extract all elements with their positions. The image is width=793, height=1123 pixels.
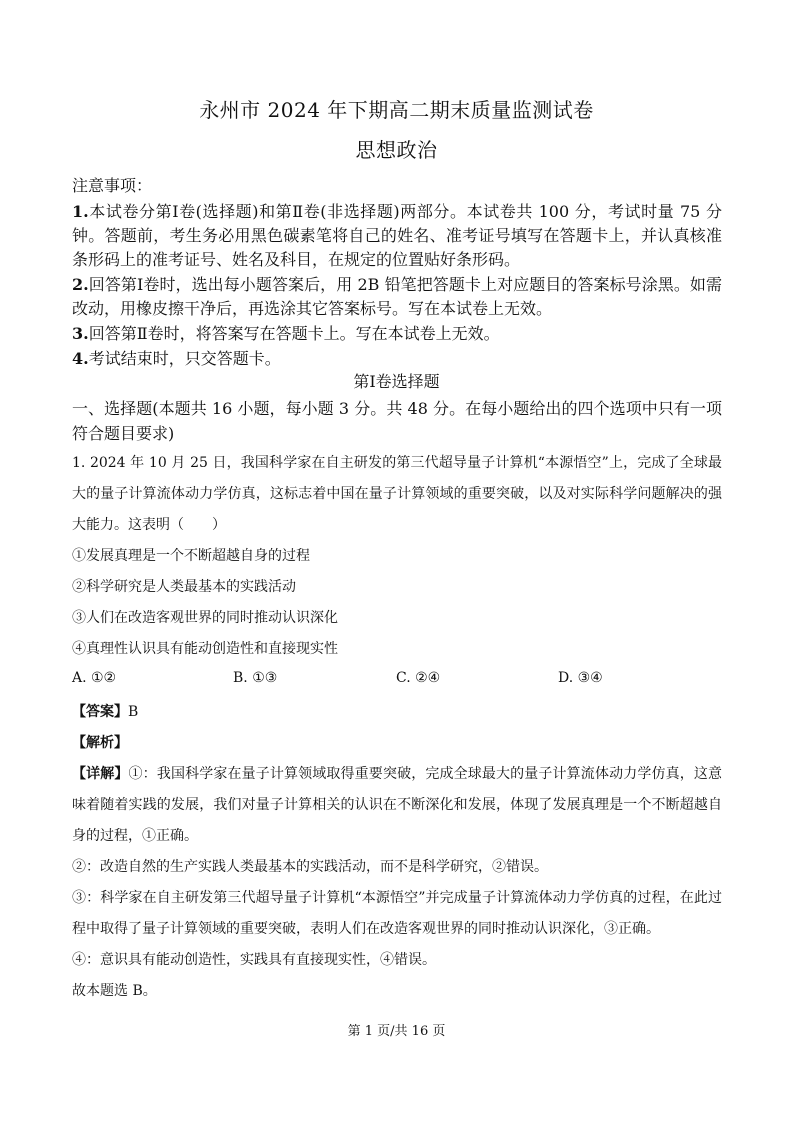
- detail-label: 【详解】: [72, 766, 129, 782]
- analysis-line: [72, 728, 722, 759]
- answer-label: 【答案】: [72, 704, 128, 720]
- subject-title: 思想政治: [355, 138, 438, 162]
- answer-value: B: [128, 704, 139, 720]
- note-text: 考试结束时，只交答题卡。: [88, 349, 281, 368]
- statement-item: ④真理性认识具有能动创造性和直接现实性: [72, 641, 338, 657]
- detail-line: ③：科学家在自主研发第三代超导量子计算机“本源悟空”并完成量子计算流体动力学仿真的过程，在此过程中取得了量子计算领域的重要突破，表明人们在改造客观世界的同时推动认识深化，③正确。: [72, 890, 722, 937]
- choice-d: D. ③④: [558, 670, 603, 686]
- note-item: [72, 273, 722, 321]
- question-stem: 1. 2024 年 10 月 25 日，我国科学家在自主研发的第三代超导量子计算机“本源悟空”上，完成了全球最大的量子计算流体动力学仿真，这标志着中国在量子计算领域的重要突破，以及对实际科学问题解决的强大能力。这表明（ ）: [72, 455, 722, 533]
- detail-line: [72, 759, 722, 852]
- note-number: 2.: [72, 275, 89, 294]
- conclusion-line: 故本题选 B。: [72, 983, 157, 999]
- choice-b: B. ①③: [233, 670, 278, 686]
- detail-line: ④：意识具有能动创造性，实践具有直接现实性，④错误。: [72, 952, 436, 968]
- answer-choices: [72, 666, 722, 690]
- exam-title: 永州市 2024 年下期高二期末质量监测试卷: [199, 98, 594, 122]
- section-title: 第Ⅰ卷选择题: [353, 372, 440, 391]
- choice-c: C. ②④: [396, 670, 441, 686]
- note-item: [72, 322, 722, 346]
- statement-item: ③人们在改造客观世界的同时推动认识深化: [72, 610, 338, 626]
- answer-analysis: [72, 697, 722, 1007]
- section-instruction: 一、选择题(本题共 16 小题，每小题 3 分。共 48 分。在每小题给出的四个选项中只有一项符合题目要求): [72, 399, 722, 443]
- analysis-label: 【解析】: [72, 735, 128, 751]
- note-text: 本试卷分第Ⅰ卷(选择题)和第Ⅱ卷(非选择题)两部分。本试卷共 100 分，考试时量 75 分钟。答题前，考生务必用黑色碳素笔将自己的姓名、准考证号填写在答题卡上，并认真核准条形码上的准考证号、姓名及科目，在规定的位置贴好条形码。: [72, 202, 722, 269]
- choice-a: A. ①②: [72, 670, 117, 686]
- detail-text: ①：我国科学家在量子计算领域取得重要突破，完成全球最大的量子计算流体动力学仿真，这意味着随着实践的发展，我们对量子计算相关的认识在不断深化和发展，体现了发展真理是一个不断超越自身的过程，①正确。: [72, 766, 723, 844]
- note-number: 4.: [72, 349, 89, 368]
- note-text: 回答第Ⅱ卷时，将答案写在答题卡上。写在本试卷上无效。: [88, 324, 500, 343]
- note-number: 1.: [72, 202, 89, 221]
- answer-line: [72, 697, 722, 728]
- note-item: [72, 347, 722, 371]
- note-text: 回答第Ⅰ卷时，选出每小题答案后，用 2B 铅笔把答题卡上对应题目的答案标号涂黑。如需改动，用橡皮擦干净后，再选涂其它答案标号。写在本试卷上无效。: [72, 275, 722, 318]
- detail-line: ②：改造自然的生产实践人类最基本的实践活动，而不是科学研究，②错误。: [72, 859, 548, 875]
- page-footer: 第 1 页/共 16 页: [347, 1024, 446, 1039]
- notes-block: [72, 174, 722, 372]
- note-number: 3.: [72, 324, 89, 343]
- statement-item: ②科学研究是人类最基本的实践活动: [72, 579, 296, 595]
- note-item: [72, 200, 722, 272]
- question-1: [72, 448, 722, 665]
- notes-heading: 注意事项：: [72, 176, 153, 195]
- statement-item: ①发展真理是一个不断超越自身的过程: [72, 548, 310, 564]
